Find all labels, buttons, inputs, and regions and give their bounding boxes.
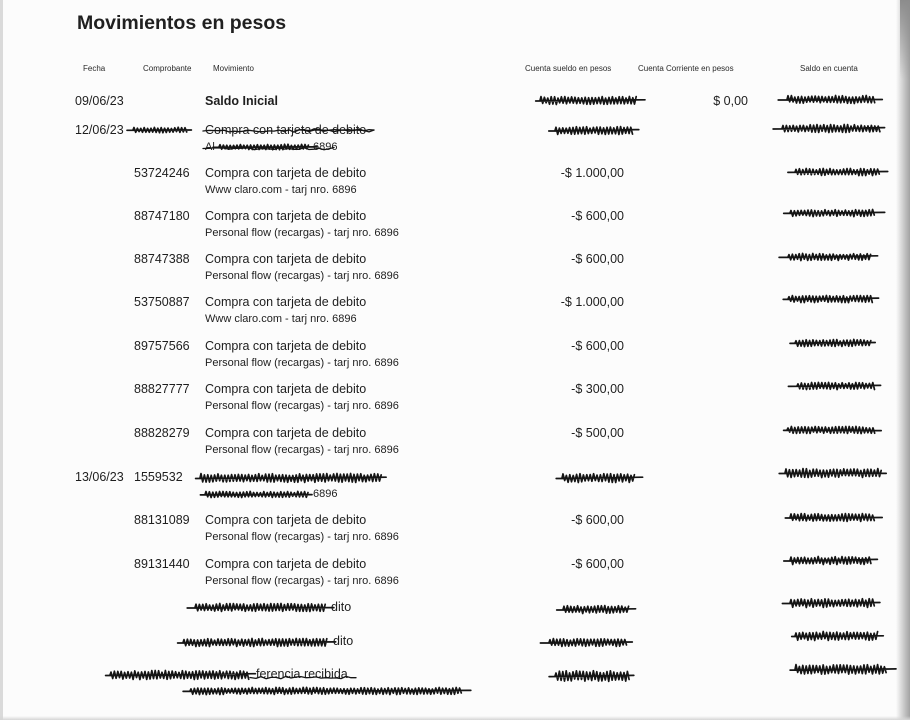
movement-detail: Personal flow (recargas) - tarj nro. 6896 xyxy=(205,575,399,587)
voucher-number: 88747388 xyxy=(134,252,190,266)
redaction-scribble xyxy=(787,95,876,104)
redaction-scribble xyxy=(190,687,462,695)
salary-account-amount: -$ 1.000,00 xyxy=(560,295,624,309)
redaction-scribble xyxy=(787,426,876,434)
salary-account-amount: -$ 600,00 xyxy=(571,209,624,223)
current-account-amount: $ 0,00 xyxy=(713,94,748,108)
redaction-scribble xyxy=(782,124,880,133)
date-cell: 12/06/23 xyxy=(75,123,124,137)
movement-detail-fragment: 6896 xyxy=(313,488,338,500)
movement-description: Compra con tarjeta de debito xyxy=(205,557,367,571)
voucher-number: 88131089 xyxy=(134,513,190,527)
movement-description: Compra con tarjeta de debito xyxy=(205,426,367,440)
strikethrough-mark xyxy=(205,147,336,150)
redaction-scribble xyxy=(795,631,878,641)
voucher-number: 89757566 xyxy=(134,339,190,353)
movement-description: Compra con tarjeta de debito xyxy=(205,166,367,180)
redaction-scribble xyxy=(790,556,872,565)
redaction-scribble xyxy=(549,638,627,647)
column-header-cuenta-corriente: Cuenta Corriente en pesos xyxy=(638,64,734,73)
redaction-scribble xyxy=(205,491,309,498)
date-cell: 09/06/23 xyxy=(75,94,124,108)
movement-detail: Personal flow (recargas) - tarj nro. 6896 xyxy=(205,400,399,412)
movement-detail-fragment: Al xyxy=(205,141,215,153)
column-header-movimiento: Movimiento xyxy=(213,64,254,73)
movement-detail: Personal flow (recargas) - tarj nro. 6896 xyxy=(205,531,399,543)
strikethrough-mark xyxy=(300,128,372,132)
salary-account-amount: -$ 300,00 xyxy=(571,382,624,396)
redaction-scribble xyxy=(788,295,874,303)
redaction-scribble xyxy=(785,468,882,478)
movement-description: Compra con tarjeta de debito xyxy=(205,123,367,137)
movement-description-fragment: dito xyxy=(333,634,354,648)
movement-detail: Personal flow (recargas) - tarj nro. 6896 xyxy=(205,444,399,456)
voucher-number: 53724246 xyxy=(134,166,190,180)
redaction-scribble xyxy=(110,670,250,680)
redaction-scribble xyxy=(788,253,872,261)
column-header-fecha: Fecha xyxy=(83,64,106,73)
redaction-scribble xyxy=(790,209,876,217)
movement-detail-fragment: 6896 xyxy=(313,141,338,153)
movement-description: Compra con tarjeta de debito xyxy=(205,513,367,527)
movement-description: Compra con tarjeta de debito xyxy=(205,382,367,396)
redaction-scribble xyxy=(133,127,187,133)
movement-detail: Www claro.com - tarj nro. 6896 xyxy=(205,313,357,325)
strikethrough-mark xyxy=(252,676,356,679)
movement-detail: Www claro.com - tarj nro. 6896 xyxy=(205,184,357,196)
salary-account-amount: -$ 500,00 xyxy=(571,426,624,440)
movement-description: Compra con tarjeta de debito xyxy=(205,295,367,309)
redaction-scribble xyxy=(555,126,633,135)
voucher-number: 53750887 xyxy=(134,295,190,309)
movement-detail: Personal flow (recargas) - tarj nro. 6896 xyxy=(205,227,399,239)
movement-detail: Personal flow (recargas) - tarj nro. 6896 xyxy=(205,357,399,369)
redaction-scribble xyxy=(795,339,872,347)
movement-detail: Personal flow (recargas) - tarj nro. 6896 xyxy=(205,270,399,282)
salary-account-amount: -$ 600,00 xyxy=(571,339,624,353)
voucher-number: 88827777 xyxy=(134,382,190,396)
movement-description: Compra con tarjeta de debito xyxy=(205,209,367,223)
column-header-saldo: Saldo en cuenta xyxy=(800,64,858,73)
redaction-scribble xyxy=(790,513,876,522)
movement-description-fragment: ferencia recibida xyxy=(256,667,348,681)
movement-description: Compra con tarjeta de debito xyxy=(205,252,367,266)
movement-description: Saldo Inicial xyxy=(205,94,278,108)
salary-account-amount: -$ 1.000,00 xyxy=(560,166,624,180)
salary-account-amount: -$ 600,00 xyxy=(571,252,624,266)
salary-account-amount: -$ 600,00 xyxy=(571,513,624,527)
page-title: Movimientos en pesos xyxy=(77,12,287,34)
redaction-scribble xyxy=(797,382,875,390)
date-cell: 13/06/23 xyxy=(75,470,124,484)
redaction-scribble xyxy=(195,603,326,612)
movement-description-fragment: dito xyxy=(331,600,352,614)
redaction-scribble xyxy=(200,473,382,483)
redaction-scribble xyxy=(790,598,876,608)
salary-account-amount: -$ 600,00 xyxy=(571,557,624,571)
redaction-scribble xyxy=(555,670,630,682)
voucher-number: 88828279 xyxy=(134,426,190,440)
redaction-scribble xyxy=(540,96,637,105)
redaction-scribble xyxy=(795,664,887,675)
redaction-scribble xyxy=(183,638,328,647)
voucher-number: 89131440 xyxy=(134,557,190,571)
redaction-scribble xyxy=(562,473,636,483)
movement-description: Compra con tarjeta de debito xyxy=(205,339,367,353)
redaction-scribble xyxy=(795,168,880,176)
voucher-number: 1559532 xyxy=(134,470,183,484)
redaction-scribble xyxy=(563,605,630,614)
voucher-number: 88747180 xyxy=(134,209,190,223)
column-header-cuenta-sueldo: Cuenta sueldo en pesos xyxy=(525,64,612,73)
column-header-comprobante: Comprobante xyxy=(143,64,192,73)
